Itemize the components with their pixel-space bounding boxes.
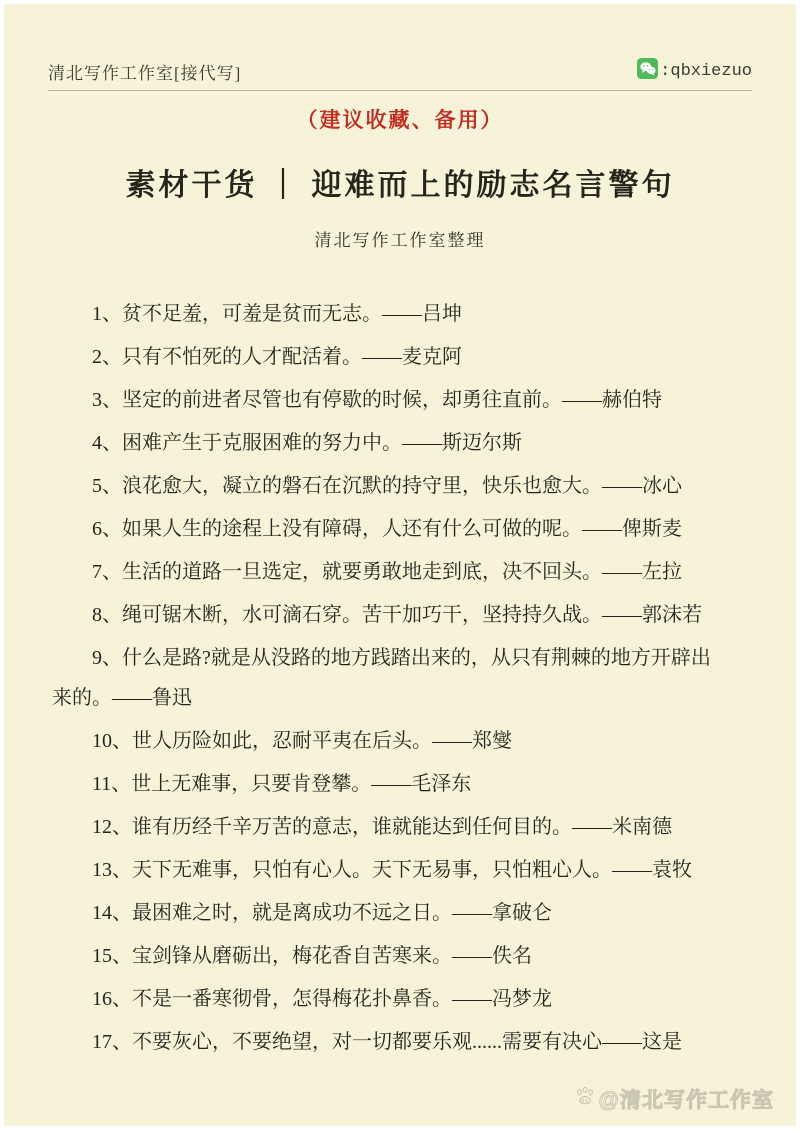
watermark bbox=[574, 1084, 774, 1114]
quote-item: 9、什么是路?就是从没路的地方践踏出来的，从只有荆棘的地方开辟出来的。——鲁迅 bbox=[52, 647, 711, 709]
page-header bbox=[48, 58, 752, 85]
quote-item: 3、坚定的前进者尽管也有停歇的时候，却勇往直前。——赫伯特 bbox=[92, 389, 662, 411]
quote-item: 14、最困难之时，就是离成功不远之日。——拿破仑 bbox=[92, 902, 552, 924]
page-title: 素材干货 ｜ 迎难而上的励志名言警句 bbox=[125, 169, 675, 202]
wechat-icon bbox=[637, 58, 658, 85]
header-divider bbox=[48, 90, 752, 91]
watermark-text: @清北写作工作室 bbox=[598, 1089, 774, 1112]
quote-item: 4、困难产生于克服困难的努力中。——斯迈尔斯 bbox=[92, 432, 522, 454]
wechat-id: :qbxiezuo bbox=[660, 62, 752, 81]
quote-item: 16、不是一番寒彻骨，怎得梅花扑鼻香。——冯梦龙 bbox=[92, 988, 552, 1010]
quote-item: 17、不要灰心，不要绝望，对一切都要乐观......需要有决心——这是 bbox=[92, 1031, 682, 1053]
quote-item: 6、如果人生的途程上没有障碍，人还有什么可做的呢。——俾斯麦 bbox=[92, 518, 682, 540]
quote-item: 1、贫不足羞，可羞是贫而无志。——吕坤 bbox=[92, 303, 462, 325]
quote-item: 10、世人历险如此，忍耐平夷在后头。——郑燮 bbox=[92, 730, 512, 752]
baidu-paw-icon bbox=[574, 1085, 596, 1113]
quote-item: 12、谁有历经千辛万苦的意志，谁就能达到任何目的。——米南德 bbox=[92, 816, 672, 838]
quote-item: 8、绳可锯木断，水可滴石穿。苦干加巧干，坚持持久战。——郭沫若 bbox=[92, 604, 702, 626]
quotes-list bbox=[52, 294, 728, 1065]
svg-text:du: du bbox=[580, 1098, 589, 1105]
studio-name: 清北写作工作室[接代写] bbox=[48, 64, 242, 83]
quote-item: 7、生活的道路一旦选定，就要勇敢地走到底，决不回头。——左拉 bbox=[92, 561, 682, 583]
page-subtitle: 清北写作工作室整理 bbox=[314, 231, 486, 250]
document-page bbox=[4, 4, 796, 1126]
wechat-contact bbox=[637, 58, 752, 85]
quote-item: 2、只有不怕死的人才配活着。——麦克阿 bbox=[92, 346, 462, 368]
quote-item: 15、宝剑锋从磨砺出，梅花香自苦寒来。——佚名 bbox=[92, 945, 532, 967]
quote-item: 11、世上无难事，只要肯登攀。——毛泽东 bbox=[92, 773, 472, 795]
collect-notice: （建议收藏、备用） bbox=[296, 108, 504, 132]
quote-item: 13、天下无难事，只怕有心人。天下无易事，只怕粗心人。——袁牧 bbox=[92, 859, 692, 881]
quote-item: 5、浪花愈大，凝立的磐石在沉默的持守里，快乐也愈大。——冰心 bbox=[92, 475, 682, 497]
